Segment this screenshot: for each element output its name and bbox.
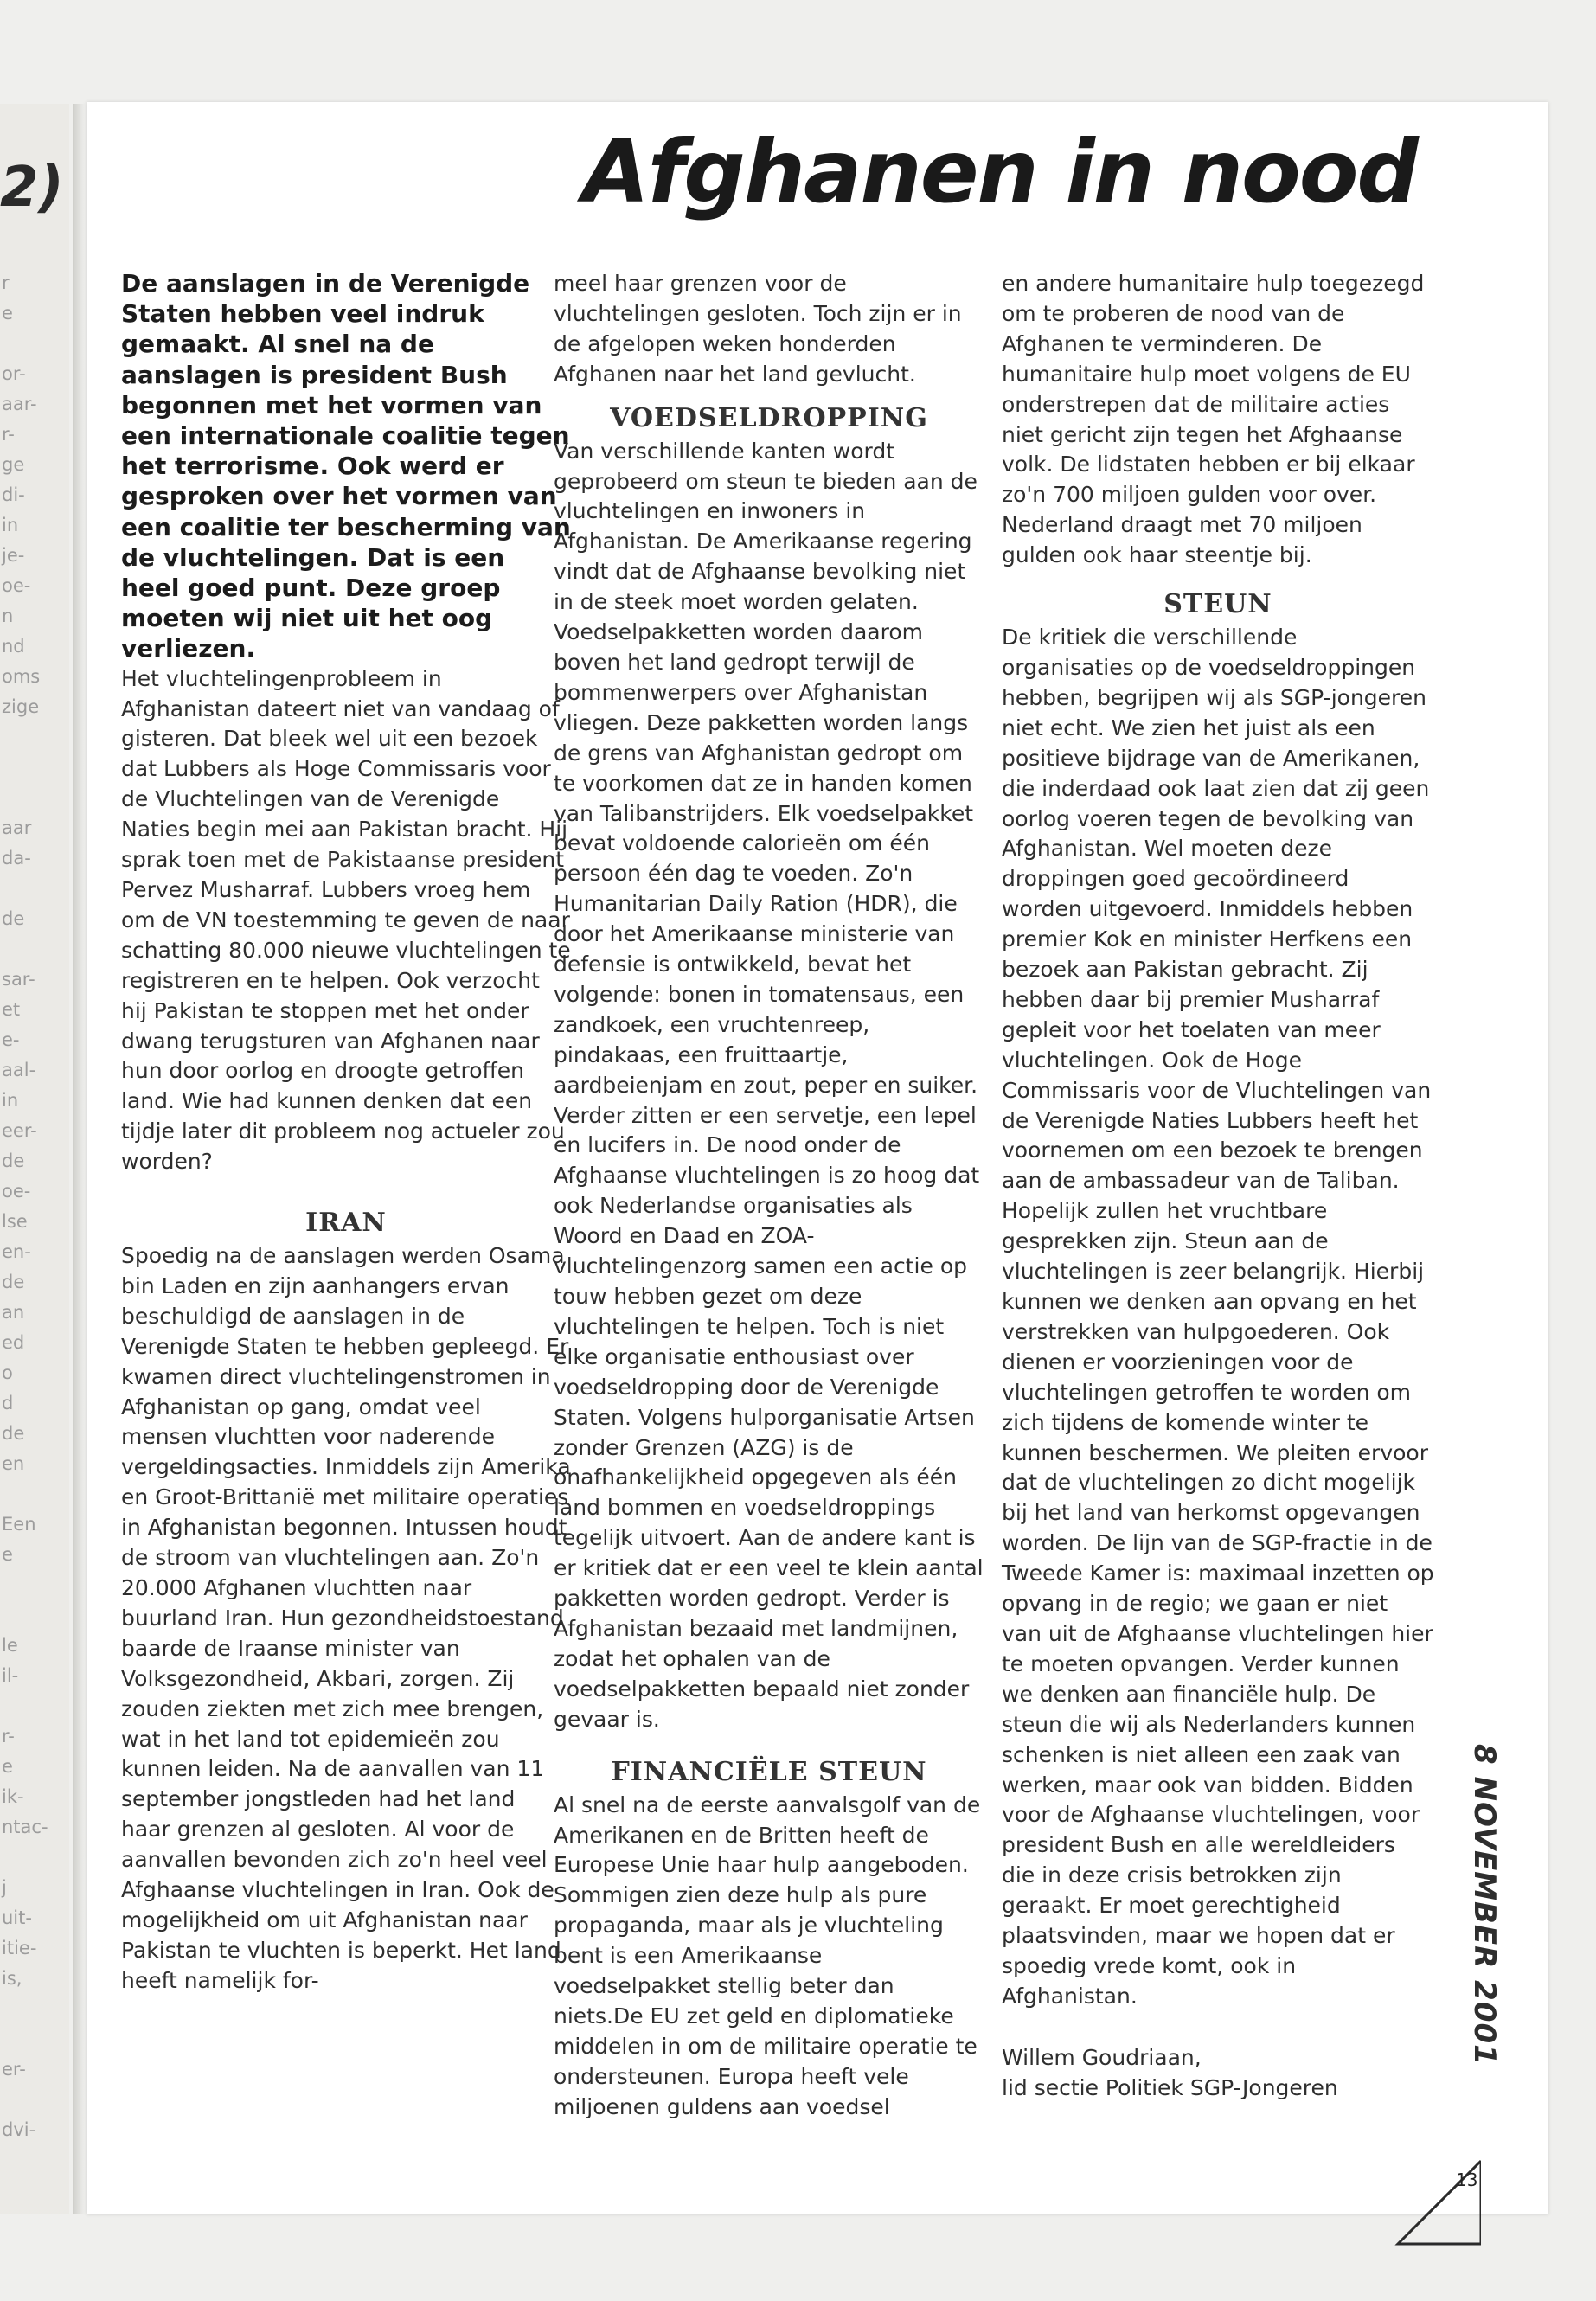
- previous-page-fragment-line: il-: [2, 1665, 19, 1686]
- article-column-3: [1002, 269, 1434, 2104]
- body-paragraph: en andere humanitaire hulp toegezegd om te proberen de nood van de Afghanen te verminderen. De humanitaire hulp moet volgens de EU onderstrepen dat de militaire acties niet gericht zijn tegen het Afghaanse volk. De lidstaten hebben er bij elkaar zo'n 700 miljoen gulden voor over. Nederland draagt met 70 miljoen gulden ook haar steentje bij.: [1002, 271, 1425, 568]
- previous-page-fragment-line: is,: [2, 1968, 22, 1989]
- article-column-2: [554, 269, 984, 2123]
- previous-page-fragment-line: [2, 1605, 48, 1635]
- section-heading-iran: IRAN: [305, 1208, 387, 1239]
- previous-page-fragment-line: de: [2, 1150, 25, 1171]
- previous-page-fragment-line: nd: [2, 636, 25, 657]
- previous-page-fragment-line: oe-: [2, 1181, 31, 1202]
- previous-page-fragment-line: aal-: [2, 1060, 36, 1080]
- body-paragraph: De kritiek die verschillende organisaties op de voedseldroppingen hebben, begrijpen wij als SGP-jongeren niet echt. We zien het juist als een positieve bijdrage van de Amerikanen, die inderdaad ook laat zien dat zij geen oorlog voeren tegen de bevolking van Afghanistan. Wel moeten deze droppingen goed gecoördineerd worden uitgevoerd. Inmiddels hebben premier Kok en minister Herfkens een bezoek aan Pakistan gebracht. Zij hebben daar bij premier Musharraf gepleit voor het toelaten van meer vluchtelingen. Ook de Hoge Commissaris voor de Vluchtelingen van de Verenigde Naties Lubbers heeft het voornemen om een bezoek te brengen aan de ambassadeur van de Taliban. Hopelijk zullen het vruchtbare gesprekken zijn. Steun aan de vluchtelingen is zeer belangrijk. Hierbij kunnen we denken aan opvang en het verstrekken van hulpgoederen. Ook dienen er voorzieningen voor de vluchtelingen getroffen te worden om zich tijdens de komende winter te kunnen beschermen. We pleiten ervoor dat de vluchtelingen zo dicht mogelijk bij het land van herkomst opgevangen worden. De lijn van de SGP-fractie in de Tweede Kamer is: maximaal inzetten op opvang in de regio; we gaan er niet van uit de Afghaanse vluchtelingen hier te moeten opvangen. Verder kunnen we denken aan financiële hulp. De steun die wij als Nederlanders kunnen schenken is niet alleen een zaak van werken, maar ook van bidden. Bidden voor de Afghaanse vluchtelingen, voor president Bush en alle wereldleiders die in deze crisis betrokken zijn geraakt. Er moet gerechtigheid plaatsvinden, maar we hopen dat er spoedig vrede komt, ook in Afghanistan.: [1002, 625, 1434, 2009]
- previous-page-fragment-line: sar-: [2, 969, 35, 990]
- author-role: lid sectie Politiek SGP-Jongeren: [1002, 2074, 1338, 2100]
- previous-page-fragment-line: or-: [2, 363, 26, 384]
- page-number: 13: [1456, 2170, 1478, 2190]
- previous-page-fragment-line: [2, 727, 48, 757]
- previous-page-fragment-line: [2, 333, 48, 363]
- previous-page-fragment-line: itie-: [2, 1938, 37, 1958]
- body-paragraph: Van verschillende kanten wordt geprobeerd om steun te bieden aan de vluchtelingen en inwoners in Afghanistan. De Amerikaanse regering vindt dat de Afghaanse bevolking niet in de steek moet worden gelaten. Voedselpakketten worden daarom boven het land gedropt terwijl de bommenwerpers over Afghanistan vliegen. Deze pakketten worden langs de grens van Afghanistan gedropt om te voorkomen dat ze in handen komen van Talibanstrijders. Elk voedselpakket bevat voldoende calorieën om één persoon één dag te voeden. Zo'n Humanitarian Daily Ration (HDR), die door het Amerikaanse ministerie van defensie is ontwikkeld, bevat het volgende: bonen in tomatensaus, een zandkoek, een vruchtenreep, pindakaas, een fruittaartje, aardbeienjam en zout, peper en suiker. Verder zitten er een servetje, een lepel en lucifers in. De nood onder de Afghaanse vluchtelingen is zo hoog dat ook Nederlandse organisaties als Woord en Daad en ZOA-vluchtelingenzorg samen een actie op touw hebben gezet om deze vluchtelingen te helpen. Toch is niet elke organisatie enthousiast over voedseldropping door de Verenigde Staten. Volgens hulporganisatie Artsen zonder Grenzen (AZG) is de onafhankelijkheid opgegeven als één land bommen en voedseldroppings tegelijk uitvoert. Aan de andere kant is er kritiek dat er een veel te klein aantal pakketten worden gedropt. Verder is Afghanistan bezaaid met landmijnen, zodat het ophalen van de voedselpakketten bepaald niet zonder gevaar is.: [554, 438, 984, 1732]
- previous-page-fragment-line: e-: [2, 1029, 20, 1050]
- previous-page-fragment-line: [2, 878, 48, 908]
- previous-page-fragment-line: [2, 1847, 48, 1877]
- previous-page-fragment-line: en-: [2, 1241, 31, 1262]
- previous-page-fragment-line: di-: [2, 484, 25, 505]
- previous-page-fragment-line: j: [2, 1877, 7, 1898]
- previous-page-fragment-line: [2, 1574, 48, 1605]
- previous-page-fragment-line: in: [2, 1090, 19, 1111]
- previous-page-fragment-line: r: [2, 272, 10, 293]
- previous-page-fragment-line: aar-: [2, 394, 37, 414]
- previous-page-fragment-line: [2, 939, 48, 969]
- previous-page-fragment-line: uit-: [2, 1907, 32, 1928]
- previous-page-fragment-line: [2, 2029, 48, 2059]
- previous-page-fragment-line: n: [2, 606, 14, 626]
- article-title: Afghanen in nood: [582, 121, 1417, 222]
- previous-page-text-fragments: [2, 272, 48, 2150]
- article-intro: De aanslagen in de Verenigde Staten hebben veel indruk gemaakt. Al snel na de aanslagen is president Bush begonnen met het vormen van een internationale coalitie tegen het terrorisme. Ook werd er gesproken over het vormen van een coalitie ter bescherming van de vluchtelingen. Dat is een heel goed punt. Deze groep moeten wij niet uit het oog verliezen.: [121, 269, 571, 663]
- previous-page-fragment-line: oms: [2, 666, 41, 687]
- section-heading-voedseldropping: VOEDSELDROPPING: [610, 402, 928, 433]
- previous-page-fragment-line: de: [2, 1272, 25, 1292]
- section-heading-financiele-steun: FINANCIËLE STEUN: [611, 1756, 927, 1787]
- previous-page-heading: 2): [0, 156, 64, 220]
- previous-page-fragment-line: r-: [2, 1726, 15, 1747]
- body-paragraph: Het vluchtelingenprobleem in Afghanistan dateert niet van vandaag of gisteren. Dat bleek wel uit een bezoek dat Lubbers als Hoge Commissaris voor de Vluchtelingen van de Verenigde Naties begin mei aan Pakistan bracht. Hij sprak toen met de Pakistaanse president Pervez Musharraf. Lubbers vroeg hem om de VN toestemming te geven de naar schatting 80.000 nieuwe vluchtelingen te registreren en te helpen. Ook verzocht hij Pakistan te stoppen met het onder dwang terugsturen van Afghanen naar hun door oorlog en droogte getroffen land. Wie had kunnen denken dat een tijdje later dit probleem nog actueler zou worden?: [121, 665, 571, 1175]
- previous-page-fragment-line: oe-: [2, 575, 31, 596]
- issue-date: 8 NOVEMBER 2001: [1467, 1744, 1502, 2066]
- previous-page-fragment-line: e: [2, 1544, 13, 1565]
- previous-page-fragment-line: [2, 1484, 48, 1514]
- magazine-page: [87, 102, 1548, 2214]
- previous-page-fragment-line: [2, 787, 48, 817]
- article-column-1: [121, 268, 571, 1997]
- previous-page-fragment-line: aar: [2, 817, 32, 838]
- previous-page-fragment-line: [2, 2089, 48, 2119]
- previous-page-fragment-line: ik-: [2, 1786, 24, 1807]
- previous-page-fragment-line: de: [2, 908, 25, 929]
- previous-page-fragment-line: ntac-: [2, 1817, 48, 1837]
- previous-page-fragment-line: et: [2, 999, 21, 1020]
- author-name: Willem Goudriaan,: [1002, 2044, 1202, 2070]
- previous-page-fragment-line: d: [2, 1393, 14, 1413]
- previous-page-fragment-line: eer-: [2, 1120, 37, 1141]
- previous-page-fragment-line: e: [2, 1756, 13, 1777]
- previous-page-fragment-line: in: [2, 515, 19, 535]
- previous-page-fragment-line: an: [2, 1302, 25, 1323]
- body-paragraph: Al snel na de eerste aanvalsgolf van de Amerikanen en de Britten heeft de Europese Unie haar hulp aangeboden. Sommigen zien deze hulp als pure propaganda, maar als je vluchteling bent is een Amerikaanse voedselpakket stellig beter dan niets.De EU zet geld en diplomatieke middelen in om de militaire operatie te ondersteunen. Europa heeft vele miljoenen guldens aan voedsel: [554, 1791, 981, 2119]
- previous-page-fragment: [0, 104, 69, 2214]
- previous-page-fragment-line: ge: [2, 454, 25, 475]
- previous-page-fragment-line: er-: [2, 2059, 26, 2080]
- previous-page-fragment-line: e: [2, 303, 13, 324]
- previous-page-fragment-line: dvi-: [2, 2119, 36, 2140]
- previous-page-fragment-line: o: [2, 1362, 13, 1383]
- previous-page-fragment-line: lse: [2, 1211, 28, 1232]
- previous-page-fragment-line: de: [2, 1423, 25, 1444]
- page-binding-shadow: [73, 104, 85, 2214]
- previous-page-fragment-line: [2, 1998, 48, 2029]
- previous-page-fragment-line: [2, 757, 48, 787]
- previous-page-fragment-line: da-: [2, 848, 31, 868]
- previous-page-fragment-line: en: [2, 1453, 25, 1474]
- previous-page-fragment-line: [2, 1695, 48, 1726]
- previous-page-fragment-line: Een: [2, 1514, 36, 1535]
- previous-page-fragment-line: ed: [2, 1332, 25, 1353]
- body-paragraph: Spoedig na de aanslagen werden Osama bin Laden en zijn aanhangers ervan beschuldigd de aanslagen in de Verenigde Staten te hebben gepleegd. Er kwamen direct vluchtelingenstromen in Afghanistan op gang, omdat veel mensen vluchtten voor naderende vergeldingsacties. Inmiddels zijn Amerika en Groot-Brittanië met militaire operaties in Afghanistan begonnen. Intussen houdt de stroom van vluchtelingen aan. Zo'n 20.000 Afghanen vluchtten naar buurland Iran. Hun gezondheidstoestand baarde de Iraanse minister van Volksgezondheid, Akbari, zorgen. Zij zouden ziekten met zich mee brengen, wat in het land tot epidemieën zou kunnen leiden. Na de aanvallen van 11 september jongstleden had het land haar grenzen al gesloten. Al voor de aanvallen bevonden zich zo'n heel veel Afghaanse vluchtelingen in Iran. Ook de mogelijkheid om uit Afghanistan naar Pakistan te vluchten is beperkt. Het land heeft namelijk for-: [121, 1243, 571, 1993]
- previous-page-fragment-line: zige: [2, 696, 40, 717]
- previous-page-fragment-line: r-: [2, 424, 15, 445]
- previous-page-fragment-line: je-: [2, 545, 25, 566]
- previous-page-fragment-line: le: [2, 1635, 18, 1656]
- section-heading-steun: STEUN: [1163, 589, 1272, 620]
- body-paragraph: meel haar grenzen voor de vluchtelingen gesloten. Toch zijn er in de afgelopen weken honderden Afghanen naar het land gevlucht.: [554, 271, 962, 387]
